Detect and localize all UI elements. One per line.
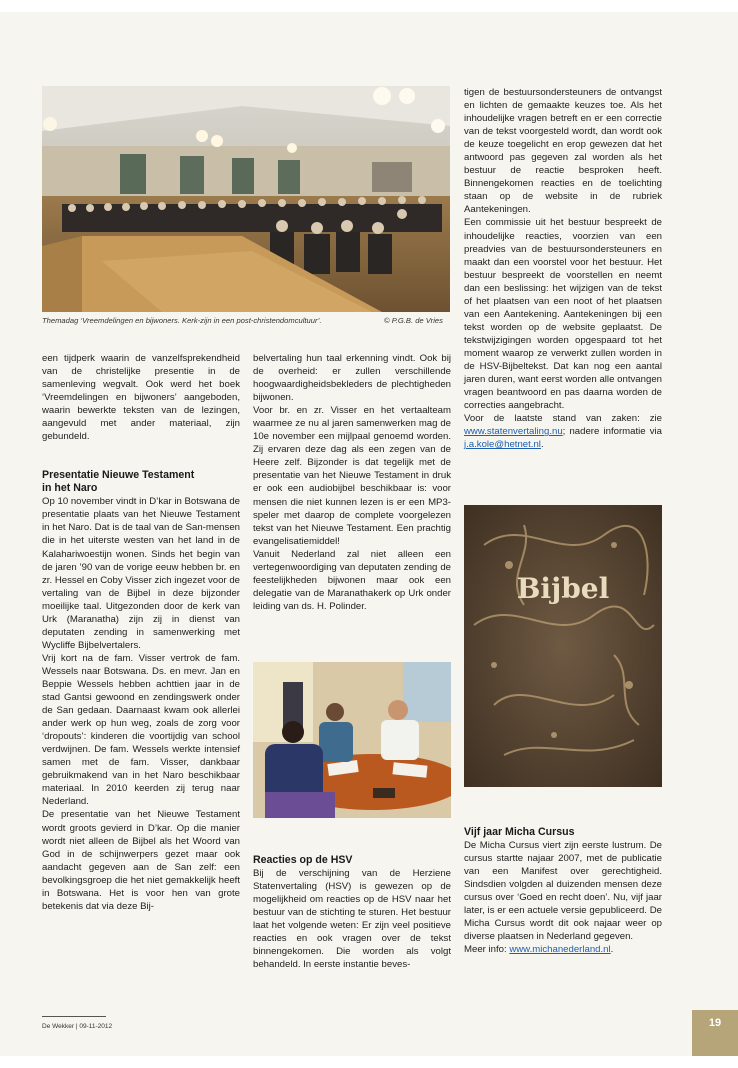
col3-p5-post: .	[610, 944, 614, 956]
micha-link[interactable]: www.michanederland.nl	[509, 944, 611, 956]
col3-p3-post: .	[540, 439, 544, 451]
page-number: 19	[708, 1017, 722, 1029]
column-1	[42, 352, 240, 913]
bible-cover-title: Bijbel	[516, 572, 610, 605]
column-3	[464, 86, 662, 451]
column-3-lower	[464, 826, 662, 956]
col3-paragraph-2: Een commissie uit het bestuur bespreekt de inhoudelijke reacties, voorzien van een preadvies van de bestuursondersteuners en maakt dan een voorstel voor het bestuur. Het bestuur bespreekt de voorstellen en neemt dan een beslissing: het wijzigen van de tekst of het plaatsen van een noot of het plaatsen van een Aantekening. Aantekeningen bij een tekst worden op de website geplaatst. De tekstwijzigingen worden opgespaard tot het moment waarop ze verwerkt zullen worden in de HSV-Bijbeltekst. Dat kan nog een aantal jaren duren, want eerst worden alle ontvangen vragen beantwoord en pas daarna worden de correcties aangebracht.	[464, 217, 662, 412]
col2-paragraph-1: belvertaling hun taal erkenning vindt. Ook bij de overheid: er zullen verschillende hoogwaardigheidsbekleders de plechtigheden bijwonen.	[253, 353, 451, 404]
statenvertaling-link[interactable]: www.statenvertaling.nu	[464, 426, 563, 438]
col3-paragraph-5	[464, 943, 662, 956]
col1-paragraph-3: Vrij kort na de fam. Visser vertrok de fam. Wessels naar Botswana. Ds. en mevr. Jan en Beppie Wessels hebben achttien jaar in de stad Gantsi gewoond en zendingswerk onder de San gedaan. Daarnaast kwam ook allerlei ander werk op hun weg, zoals de zorg voor ‘dropouts’: kinderen die voortijdig van school verdwijnen. De fam. Wessels werkte intensief samen met de fam. Visser, dankbaar gebruikmakend van in het Naro beschikbaar materiaal. In 2010 keerden zij terug naar Nederland.	[42, 652, 240, 808]
church-meeting-photo	[42, 86, 450, 312]
heading-micha: Vijf jaar Micha Cursus	[464, 826, 575, 838]
heading-presentatie-line1: Presentatie Nieuwe Testament	[42, 469, 195, 482]
col3-p3-pre: Voor de laatste stand van zaken: zie	[464, 413, 662, 425]
heading-reacties: Reacties op de HSV	[253, 854, 353, 866]
heading-presentatie-line2: in het Naro	[42, 482, 98, 495]
col1-paragraph-1: een tijdperk waarin de vanzelfsprekendheid van de christelijke presentie in de samenleving wegvalt. Ook werd het boek ‘Vreemdelingen en bijwoners’ aangeboden, waarin bewerkte teksten van de lezingen, aangevuld met ander materiaal, zijn gebundeld.	[42, 353, 240, 443]
col2-paragraph-3: Vanuit Nederland zal niet alleen een vertegenwoordiging van deputaten zending de feestelijkheden bijwonen maar ook een delegatie van de Maranathakerk op Urk onder leiding van ds. H. Polinder.	[253, 548, 451, 612]
meeting-table-photo	[253, 662, 451, 818]
col1-paragraph-2: Op 10 november vindt in D’kar in Botswana de presentatie plaats van het Nieuwe Testament in het Naro. Dat is de taal van de San-mensen die in het uiterste westen van het land in de Kalahariwoestijn wonen. Sinds het begin van de jaren ’90 van de vorige eeuw hebben br. en zr. Hessel en Coby Visser zich ingezet voor de vertaling van de Bijbel in deze bijzonder moeilijke taal. Uitgezonden door de kerk van Urk (Maranatha) zijn zij in dienst van deputaten zending in samenwerking met Wycliffe Bijbelvertalers.	[42, 496, 240, 651]
footer-divider	[42, 1016, 106, 1017]
column-2-lower	[253, 854, 451, 971]
photo-credit: © P.G.B. de Vries	[384, 316, 443, 325]
col3-paragraph-4: De Micha Cursus viert zijn eerste lustrum. De cursus startte najaar 2007, met de publicatie van een Manifest over gerechtigheid. Sindsdien volgden al duizenden mensen deze cursus over ‘Goed en recht doen’. Nu, vijf jaar later, is er een actuele versie gepubliceerd. De Micha Cursus wordt dit ook najaar weer op diverse plaatsen in Nederland gegeven.	[464, 840, 662, 943]
col2-paragraph-4: Bij de verschijning van de Herziene Statenvertaling (HSV) is gewezen op de mogelijkheid om reacties op de HSV naar het bestuur van de stichting te sturen. Het bestuur laat het volgende weten: Er zijn veel positieve reacties en ook vragen over de tekst binnengekomen. Die worden als volgt behandeld. In eerste instantie beves-	[253, 868, 451, 971]
email-link[interactable]: j.a.kole@hetnet.nl	[464, 439, 541, 451]
col3-paragraph-1: tigen de bestuursondersteuners de ontvangst en lichten de gemaakte keuzes toe. Als het inhoudelijke vragen betreft en er een correctie van de tekst voorgesteld wordt, dan wordt ook de keuze toegelicht en erop gewezen dat het antwoord pas gegeven zal worden als het bestuur de reactie besproken heeft. Binnengekomen reacties en de toelichting staan op de website in de rubriek Aantekeningen.	[464, 87, 662, 216]
col3-p5-pre: Meer info:	[464, 944, 510, 956]
heading-presentatie	[42, 469, 240, 495]
col3-p3-mid: ; nadere informatie via	[562, 426, 662, 438]
col2-paragraph-2: Voor br. en zr. Visser en het vertaalteam waarmee ze nu al jaren samenwerken mag de 10e november een mijlpaal genoemd worden. Zij ervaren deze dag als een zegen van de Heere zelf. Bijzonder is dat tegelijk met de presentatie van het Nieuwe Testament in druk er ook een audiobijbel beschikbaar is: voor mensen die niet kunnen lezen is er een MP3-speler met daarop de complete voorgelezen tekst van het Nieuwe Testament. Een prachtig evangelisatiemiddel!	[253, 405, 451, 547]
column-2	[253, 352, 451, 613]
page-number-badge	[692, 1010, 738, 1056]
bible-cover-photo	[464, 505, 662, 787]
col1-paragraph-4: De presentatie van het Nieuwe Testament wordt groots gevierd in D’kar. Op die manier wordt niet alleen de Bijbel als het Woord van God in de schijnwerpers gezet maar ook aandacht gegeven aan de San zelf: een bevolkingsgroep die het niet gemakkelijk heeft in Botswana. Het is voor hen van grote betekenis dat via deze Bij-	[42, 809, 240, 912]
col3-paragraph-3	[464, 412, 662, 451]
photo-caption: Themadag ‘Vreemdelingen en bijwoners. Kerk-zijn in een post-christendomcultuur’.	[42, 316, 322, 325]
footer-publication: De Wekker | 09-11-2012	[42, 1023, 113, 1030]
